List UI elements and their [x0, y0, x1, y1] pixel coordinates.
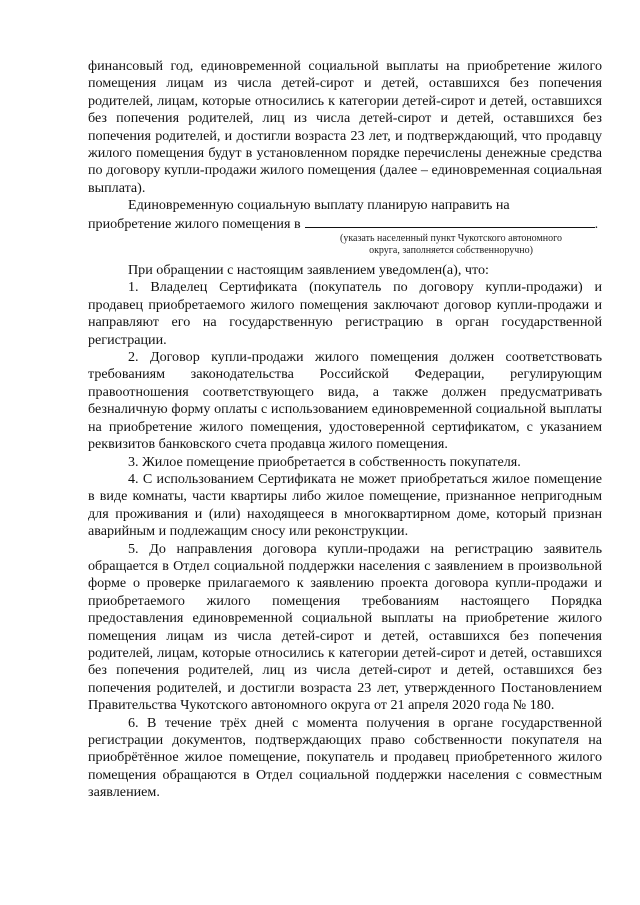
paragraph-item-6: 6. В течение трёх дней с момента получения в органе государственной регистрации документов, подтверждающих право собственности покупателя на приобрётённое жилое помещение, покупатель и продавец приобретенного жилого помещения обращаются в Отдел социальной поддержки населения с совместным заявлением. [88, 714, 602, 801]
settlement-fill-row [88, 215, 602, 232]
settlement-fill-note: (указать населенный пункт Чукотского автономного округа, заполняется собственноручно) [339, 233, 563, 256]
paragraph-item-5: 5. До направления договора купли-продажи на регистрацию заявитель обращается в Отдел социальной поддержки населения с заявлением в произвольной форме о проверке прилагаемого к заявлению проекта договора купли-продажи и приобретаемого жилого помещения требованиям настоящего Порядка предоставления единовременной социальной выплаты на приобретение жилого помещения лицам из числа детей-сирот и детей, оставшихся без попечения родителей, лицам, которые относились к категории детей-сирот и детей, оставшихся без попечения родителей, лиц из числа детей-сирот и детей, оставшихся без попечения родителей, и достигли возраста 23 лет, утвержденного Постановлением Правительства Чукотского автономного округа от 21 апреля 2020 года № 180. [88, 540, 602, 714]
settlement-fill-line[interactable] [305, 215, 595, 228]
paragraph-notification-intro: При обращении с настоящим заявлением уведомлен(а), что: [128, 262, 489, 279]
paragraph-item-3: 3. Жилое помещение приобретается в собственность покупателя. [128, 453, 521, 470]
paragraph-continuation: финансовый год, единовременной социальной выплаты на приобретение жилого помещения лицам из числа детей-сирот и детей, оставшихся без попечения родителей, лицам, которые относились к категории детей-сирот и детей, оставшихся без попечения родителей, лиц из числа детей-сирот и детей, оставшихся без попечения родителей, и достигли возраста 23 лет, и подтверждающий, что продавцу жилого помещения будут в установленном порядке перечислены денежные средства по договору купли-продажи жилого помещения (далее – единовременная социальная выплата). [88, 58, 602, 196]
paragraph-item-2: 2. Договор купли-продажи жилого помещения должен соответствовать требованиям законодательства Российской Федерации, регулирующим правоотношения соответствующего вида, а также должен предусматривать безналичную форму оплаты с использованием единовременной социальной выплаты на приобретение жилого помещения, удостоверенной сертификатом, с указанием реквизитов банковского счета продавца жилого помещения. [88, 349, 602, 453]
paragraph-payment-direction: Единовременную социальную выплату планирую направить на [128, 197, 510, 214]
paragraph-item-4: 4. С использованием Сертификата не может приобретаться жилое помещение в виде комнаты, части квартиры либо жилое помещение, признанное непригодным для проживания и (или) находящееся в многоквартирном доме, который признан аварийным и подлежащим сносу или реконструкции. [88, 470, 602, 540]
settlement-fill-label: приобретение жилого помещения в [88, 215, 301, 232]
paragraph-item-1: 1. Владелец Сертификата (покупатель по договору купли-продажи) и продавец приобретаемого жилого помещения заключают договор купли-продажи и направляют его на государственную регистрацию в орган государственной регистрации. [88, 279, 602, 348]
settlement-fill-period: . [594, 215, 599, 232]
document-page [88, 58, 602, 802]
